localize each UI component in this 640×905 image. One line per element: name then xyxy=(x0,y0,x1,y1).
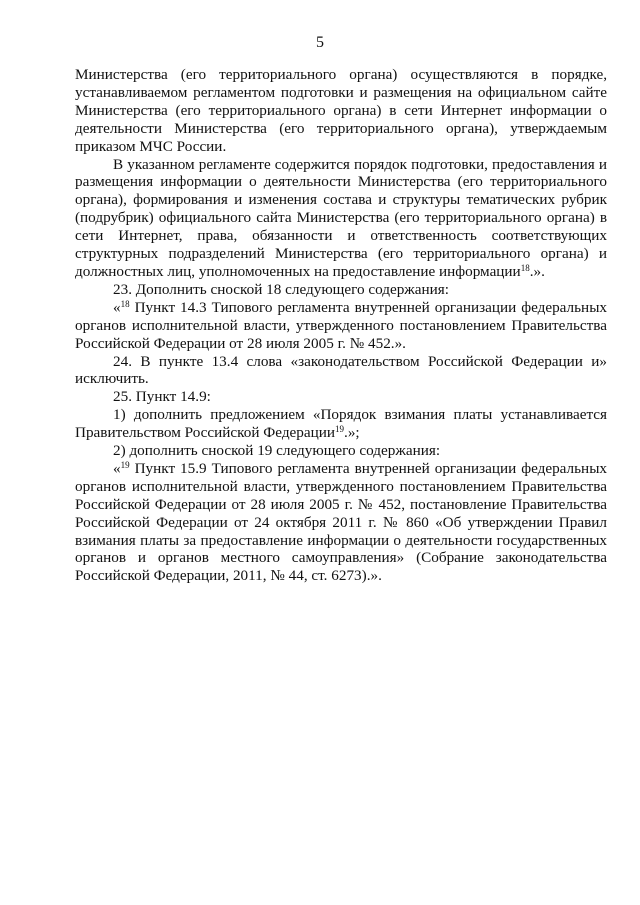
paragraph-text: 23. Дополнить сноской 18 следующего содержания: xyxy=(113,280,449,298)
paragraph-item-24 xyxy=(75,353,607,389)
paragraph-item-25 xyxy=(75,388,607,406)
paragraph-text: Пункт 14.3 Типового регламента внутренней организации федеральных органов исполнительной власти, утвержденного постановлением Правительства Российской Федерации от 28 июля 2005 г. № 452.». xyxy=(75,298,607,352)
paragraph-text: Министерства (его территориального органа) осуществляются в порядке, устанавливаемом регламентом подготовки и размещения на официальном сайте Министерства (его территориального органа) в сети Интернет информации о деятельности Министерства (его территориального органа), утверждаемым приказом МЧС России. xyxy=(75,66,607,155)
paragraph-ending: .». xyxy=(529,262,545,280)
paragraph-regulation xyxy=(75,156,607,281)
footnote-marker: 19 xyxy=(120,459,130,470)
paragraph-text: 1) дополнить предложением «Порядок взимания платы устанавливается Правительством Российской Федерации xyxy=(75,406,607,442)
paragraph-item-23 xyxy=(75,281,607,299)
paragraph-footnote-19 xyxy=(75,460,607,585)
paragraph-text: 25. Пункт 14.9: xyxy=(113,388,211,406)
opening-quote: « xyxy=(113,298,121,316)
opening-quote: « xyxy=(113,459,121,477)
page-number: 5 xyxy=(316,34,324,51)
footnote-marker: 18 xyxy=(120,298,130,309)
paragraph-text: 24. В пункте 13.4 слова «законодательством Российской Федерации и» исключить. xyxy=(75,352,607,388)
footnote-marker: 19 xyxy=(335,424,345,435)
paragraph-subitem-2 xyxy=(75,442,607,460)
paragraph-ending: .»; xyxy=(344,424,360,442)
document-body xyxy=(75,66,607,585)
footnote-marker: 18 xyxy=(520,262,530,273)
paragraph-text: 2) дополнить сноской 19 следующего содержания: xyxy=(113,442,441,460)
paragraph-footnote-18 xyxy=(75,299,607,353)
paragraph-text: В указанном регламенте содержится порядок подготовки, предоставления и размещения информации о деятельности Министерства (его территориального органа), формирования и изменения состава и структуры тематических рубрик (подрубрик) официального сайта Министерства (его территориального органа) в сети Интернет, права, обязанности и ответственность соответствующих структурных подразделений Министерства (его территориального органа) и должностных лиц, уполномоченных на предоставление информации xyxy=(75,155,607,280)
paragraph-continuation xyxy=(75,66,607,156)
paragraph-subitem-1 xyxy=(75,406,607,442)
paragraph-text: Пункт 15.9 Типового регламента внутренней организации федеральных органов исполнительной власти, утвержденного постановлением Правительства Российской Федерации от 28 июля 2005 г. № 452, постановление Правительства Российской Федерации от 24 октября 2011 г. № 860 «Об утверждении Правил взимания платы за предоставление информации о деятельности государственных органов и органов местного самоуправления» (Собрание законодательства Российской Федерации, 2011, № 44, ст. 6273).». xyxy=(75,459,607,585)
